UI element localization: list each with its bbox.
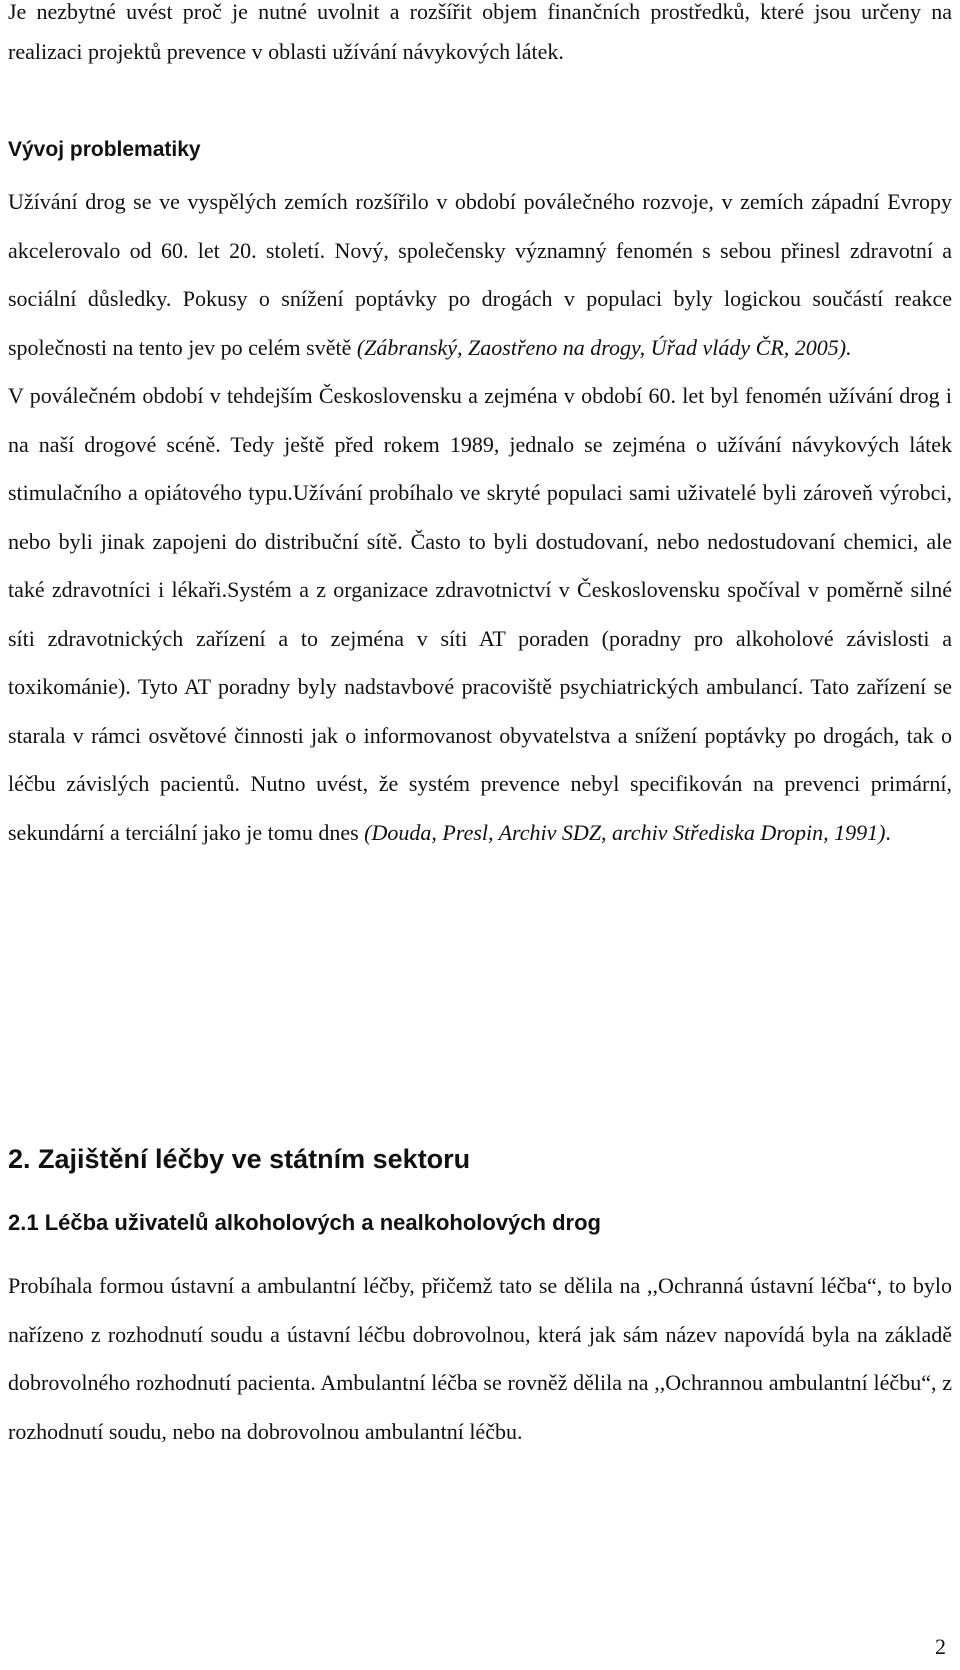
paragraph-3: Probíhala formou ústavní a ambulantní léčby, přičemž tato se dělila na ,,Ochranná ústavní léčba“, to bylo nařízeno z rozhodnutí soudu a ústavní léčbu dobrovolnou, která jak sám název napovídá byla na základě dobrovolného rozhodnutí pacienta. Ambulantní léčba se rovněž dělila na ,,Ochrannou ambulantní léčbu“, z rozhodnutí soudu, nebo na dobrovolnou ambulantní léčbu. (8, 1273, 952, 1444)
section-lecba (8, 1262, 952, 1456)
section-vyvoj (8, 178, 952, 857)
heading-section-2-1: 2.1 Léčba uživatelů alkoholových a nealkoholových drog (8, 1210, 601, 1235)
paragraph-1-citation: (Zábranský, Zaostřeno na drogy, Úřad vlády ČR, 2005). (356, 334, 852, 360)
paragraph-1-text: Užívání drog se ve vyspělých zemích rozšířilo v období poválečného rozvoje, v zemích západní Evropy akcelerovalo od 60. let 20. století. Nový, společensky významný fenomén s sebou přinesl zdravotní a sociální důsledky. Pokusy o snížení poptávky po drogách v populaci byly logickou součástí reakce společnosti na tento jev po celém světě (8, 189, 952, 360)
paragraph-2-tail: . (885, 819, 891, 845)
heading-vyvoj-problematiky: Vývoj problematiky (8, 138, 201, 161)
paragraph-2-citation: (Douda, Presl, Archiv SDZ, archiv Střediska Dropin, 1991) (364, 819, 886, 845)
paragraph-2 (8, 372, 952, 857)
intro-paragraph (8, 0, 952, 72)
heading-section-2: 2. Zajištění léčby ve státním sektoru (8, 1144, 471, 1174)
paragraph-1 (8, 178, 952, 372)
intro-text: Je nezbytné uvést proč je nutné uvolnit a rozšířit objem finančních prostředků, které jsou určeny na realizaci projektů prevence v oblasti užívání návykových látek. (8, 0, 952, 64)
paragraph-2-text: V poválečném období v tehdejším Československu a zejména v období 60. let byl fenomén užívání drog i na naší drogové scéně. Tedy ještě před rokem 1989, jednalo se zejména o užívání návykových látek stimulačního a opiátového typu.Užívání probíhalo ve skryté populaci sami uživatelé byli zároveň výrobci, nebo byli jinak zapojeni do distribuční sítě. Často to byli dostudovaní, nebo nedostudovaní chemici, ale také zdravotníci i lékaři.Systém a z organizace zdravotnictví v Československu spočíval v poměrně silné síti zdravotnických zařízení a to zejména v síti AT poraden (poradny pro alkoholové závislosti a toxikománie). Tyto AT poradny byly nadstavbové pracoviště psychiatrických ambulancí. Tato zařízení se starala v rámci osvětové činnosti jak o informovanost obyvatelstva a snížení poptávky po drogách, tak o léčbu závislých pacientů. Nutno uvést, že systém prevence nebyl specifikován na prevenci primární, sekundární a terciální jako je tomu dnes (8, 383, 952, 845)
page-number: 2 (935, 1634, 946, 1659)
